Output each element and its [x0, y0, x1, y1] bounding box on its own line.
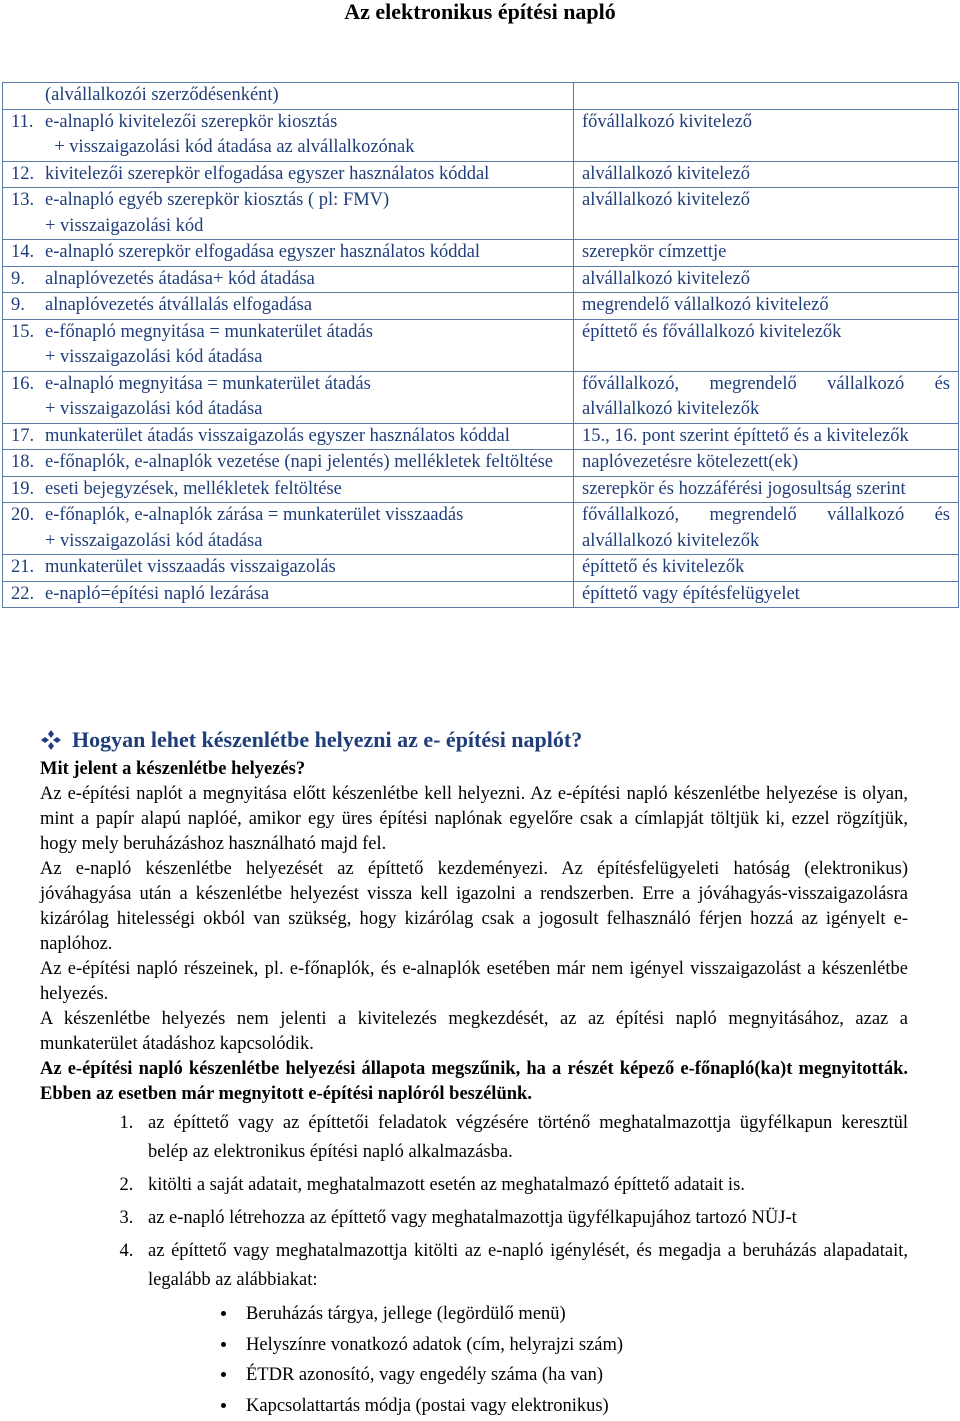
table-row	[3, 503, 959, 555]
bullet-list	[40, 1299, 908, 1421]
table-row	[3, 240, 959, 267]
process-table	[2, 82, 959, 608]
row-description	[45, 83, 574, 110]
steps-list	[40, 1109, 908, 1295]
row-description	[45, 266, 574, 293]
row-description-continuation: + visszaigazolási kód átadása	[45, 397, 565, 423]
bullet-item: • Beruházás tárgya, jellege (legördülő menü)	[238, 1299, 908, 1330]
row-description-line: alnaplóvezetés átadása+ kód átadása	[45, 267, 565, 293]
row-number: 18.	[3, 450, 46, 477]
row-number: 9.	[3, 293, 46, 320]
table-row	[3, 293, 959, 320]
table-row	[3, 109, 959, 161]
row-description-line: e-főnaplók, e-alnaplók zárása = munkaterület visszaadás	[45, 503, 565, 529]
row-description-line: e-főnaplók, e-alnaplók vezetése (napi jelentés) mellékletek feltöltése	[45, 450, 565, 476]
row-responsible	[574, 83, 959, 110]
row-description-line: e-alnapló megnyitása = munkaterület átadás	[45, 372, 565, 398]
paragraph: Az e-építési napló részeinek, pl. e-főnaplók, és e-alnaplók esetében már nem igényel visszaigazolást a készenlétbe helyezés.	[40, 957, 908, 1007]
row-description	[45, 450, 574, 477]
row-description-continuation: + visszaigazolási kód	[45, 214, 565, 240]
row-number: 13.	[3, 188, 46, 240]
section-heading	[40, 727, 582, 753]
table-row	[3, 188, 959, 240]
row-description	[45, 109, 574, 161]
row-responsible: fővállalkozó kivitelező	[574, 109, 959, 161]
row-number: 9.	[3, 266, 46, 293]
bullet-item: • Helyszínre vonatkozó adatok (cím, helyrajzi szám)	[238, 1330, 908, 1361]
row-responsible: fővállalkozó, megrendelő vállalkozó és alvállalkozó kivitelezők	[574, 503, 959, 555]
row-description	[45, 188, 574, 240]
row-description	[45, 476, 574, 503]
row-number: 20.	[3, 503, 46, 555]
row-responsible: építtető vagy építésfelügyelet	[574, 581, 959, 608]
row-description-line: e-alnapló szerepkör elfogadása egyszer használatos kóddal	[45, 240, 565, 266]
row-number: 11.	[3, 109, 46, 161]
table-row	[3, 266, 959, 293]
row-number: 19.	[3, 476, 46, 503]
question: Mit jelent a készenlétbe helyezés?	[40, 757, 908, 782]
row-description	[45, 555, 574, 582]
section-body	[40, 757, 908, 1421]
step-item: 4. az építtető vagy meghatalmazottja kitölti az e-napló igénylését, és megadja a beruházás alapadatait, legalább az alábbiakat:	[138, 1237, 908, 1295]
table-row	[3, 476, 959, 503]
row-description	[45, 293, 574, 320]
row-description	[45, 371, 574, 423]
row-description	[45, 319, 574, 371]
step-item: 1. az építtető vagy az építtetői feladatok végzésére történő meghatalmazottja ügyfélkapun keresztül belép az elektronikus építési napló alkalmazásba.	[138, 1109, 908, 1167]
table-row	[3, 83, 959, 110]
paragraph: Az e-építési naplót a megnyitása előtt készenlétbe kell helyezni. Az e-építési napló készenlétbe helyezése is olyan, mint a papír alapú naplóé, amikor egy üres építési naplónak egyelőre csak a címlapját töltjük ki, ezzel rögzítjük, hogy mely beruházáshoz használható majd fel.	[40, 782, 908, 857]
section-heading-text: Hogyan lehet készenlétbe helyezni az e- építési naplót?	[72, 727, 582, 753]
row-description-line: e-főnapló megnyitása = munkaterület átadás	[45, 320, 565, 346]
row-description	[45, 423, 574, 450]
step-item: 3. az e-napló létrehozza az építtető vagy meghatalmazottja ügyfélkapujához tartozó NÜJ-t	[138, 1204, 908, 1233]
row-number: 14.	[3, 240, 46, 267]
row-responsible: építtető és kivitelezők	[574, 555, 959, 582]
row-number: 16.	[3, 371, 46, 423]
row-description-line: e-alnapló kivitelezői szerepkör kiosztás	[45, 110, 565, 136]
table-row	[3, 423, 959, 450]
row-responsible: szerepkör címzettje	[574, 240, 959, 267]
row-description	[45, 240, 574, 267]
row-description-line: munkaterület visszaadás visszaigazolás	[45, 555, 565, 581]
bold-paragraph: Az e-építési napló készenlétbe helyezési állapota megszűnik, ha a részét képező e-főnapló(ka)t megnyitották. Ebben az esetben már megnyitott e-építési naplóról beszélünk.	[40, 1057, 908, 1107]
table-row	[3, 161, 959, 188]
row-description-continuation: + visszaigazolási kód átadása	[45, 529, 565, 555]
row-description-line: e-napló=építési napló lezárása	[45, 582, 565, 608]
row-responsible: alvállalkozó kivitelező	[574, 266, 959, 293]
row-responsible: 15., 16. pont szerint építtető és a kivitelezők	[574, 423, 959, 450]
row-number: 21.	[3, 555, 46, 582]
step-item: 2. kitölti a saját adatait, meghatalmazott esetén az meghatalmazó építtető adatait is.	[138, 1171, 908, 1200]
table-row	[3, 581, 959, 608]
row-description-line: kivitelezői szerepkör elfogadása egyszer használatos kóddal	[45, 162, 565, 188]
row-responsible: alvállalkozó kivitelező	[574, 188, 959, 240]
row-responsible: naplóvezetésre kötelezett(ek)	[574, 450, 959, 477]
bullet-item: • Kapcsolattartás módja (postai vagy elektronikus)	[238, 1391, 908, 1421]
row-description-line: e-alnapló egyéb szerepkör kiosztás ( pl: FMV)	[45, 188, 565, 214]
row-description	[45, 161, 574, 188]
row-number: 17.	[3, 423, 46, 450]
row-responsible: építtető és fővállalkozó kivitelezők	[574, 319, 959, 371]
row-description-line: alnaplóvezetés átvállalás elfogadása	[45, 293, 565, 319]
paragraph: A készenlétbe helyezés nem jelenti a kivitelezés megkezdését, az az építési napló megnyitásához, azaz a munkaterület átadáshoz kapcsolódik.	[40, 1007, 908, 1057]
row-description-line: eseti bejegyzések, mellékletek feltöltése	[45, 477, 565, 503]
row-description-continuation: + visszaigazolási kód átadása az alvállalkozónak	[45, 135, 565, 161]
table-row	[3, 450, 959, 477]
row-description	[45, 581, 574, 608]
row-description-continuation: + visszaigazolási kód átadása	[45, 345, 565, 371]
row-description-line: munkaterület átadás visszaigazolás egyszer használatos kóddal	[45, 424, 565, 450]
row-responsible: fővállalkozó, megrendelő vállalkozó és alvállalkozó kivitelezők	[574, 371, 959, 423]
row-responsible: megrendelő vállalkozó kivitelező	[574, 293, 959, 320]
row-number: 22.	[3, 581, 46, 608]
table-row	[3, 371, 959, 423]
row-number	[3, 83, 46, 110]
page-title: Az elektronikus építési napló	[0, 0, 960, 24]
row-number: 15.	[3, 319, 46, 371]
paragraph: Az e-napló készenlétbe helyezését az építtető kezdeményezi. Az építésfelügyeleti hatóság (elektronikus) jóváhagyása után a készenlétbe helyezést vissza kell igazolni a rendszerben. Erre a jóváhagyás-visszaigazolásra kizárólag hitelességi okból van szükség, hogy kizárólag csak a jogosult felhasználó férjen hozzá az igényelt e-naplóhoz.	[40, 857, 908, 957]
bullet-item: • ÉTDR azonosító, vagy engedély száma (ha van)	[238, 1360, 908, 1391]
table-row	[3, 555, 959, 582]
diamond-bullet-icon	[40, 729, 62, 751]
row-number: 12.	[3, 161, 46, 188]
table-row	[3, 319, 959, 371]
row-responsible: szerepkör és hozzáférési jogosultság szerint	[574, 476, 959, 503]
row-responsible: alvállalkozó kivitelező	[574, 161, 959, 188]
row-description-line: (alvállalkozói szerződésenként)	[45, 83, 565, 109]
row-description	[45, 503, 574, 555]
